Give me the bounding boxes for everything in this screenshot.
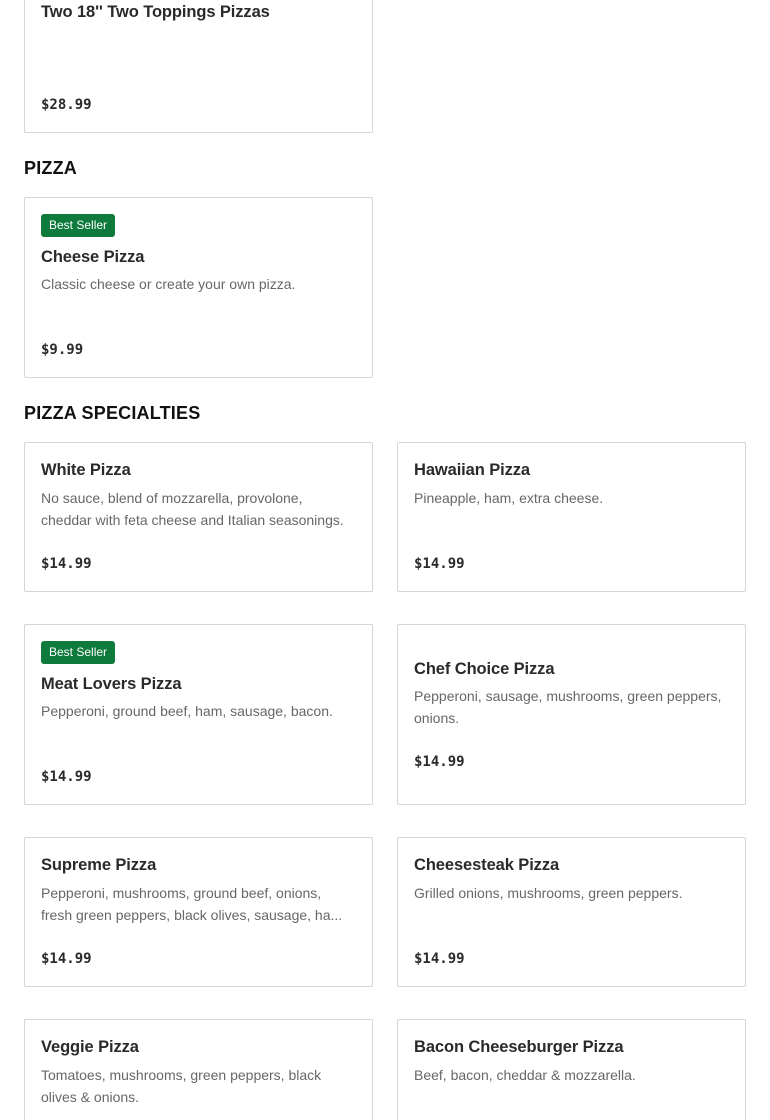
menu-item-description: No sauce, blend of mozzarella, provolone, cheddar with feta cheese and Italian seasonings. — [41, 490, 344, 528]
menu-item-card[interactable] — [24, 0, 373, 133]
section-heading-pizza-specialties: PIZZA SPECIALTIES — [24, 403, 201, 423]
menu-item-price: $9.99 — [41, 342, 84, 358]
menu-item-description: Beef, bacon, cheddar & mozzarella. — [414, 1067, 636, 1083]
menu-item-name: Cheesesteak Pizza — [414, 856, 560, 874]
menu-item-name: Meat Lovers Pizza — [41, 675, 182, 693]
menu-item-name: Chef Choice Pizza — [414, 660, 555, 678]
menu-item-name: Veggie Pizza — [41, 1038, 139, 1056]
menu-item-price: $14.99 — [41, 556, 92, 572]
menu-item-name: Cheese Pizza — [41, 248, 145, 266]
menu-item-name: Supreme Pizza — [41, 856, 157, 874]
menu-item-price: $14.99 — [414, 556, 465, 572]
menu-item-card[interactable] — [397, 1019, 746, 1120]
menu-item-price: $14.99 — [414, 951, 465, 967]
menu-item-card[interactable] — [24, 197, 373, 378]
menu-item-description: Grilled onions, mushrooms, green peppers. — [414, 885, 683, 901]
menu-item-card[interactable] — [24, 442, 373, 592]
menu-item-card[interactable] — [24, 1019, 373, 1120]
menu-item-description: Pepperoni, mushrooms, ground beef, onions, fresh green peppers, black olives, sausage, ha... — [41, 885, 343, 923]
menu-item-card[interactable] — [24, 837, 373, 987]
menu-item-name: Bacon Cheeseburger Pizza — [414, 1038, 624, 1056]
menu-item-name: White Pizza — [41, 461, 131, 479]
menu-item-card[interactable] — [397, 624, 746, 805]
best-seller-badge: Best Seller — [41, 641, 115, 664]
menu-item-card[interactable] — [24, 624, 373, 805]
menu-item-description: Pepperoni, ground beef, ham, sausage, bacon. — [41, 703, 333, 719]
menu-item-price: $28.99 — [41, 97, 92, 113]
menu-item-card[interactable] — [397, 837, 746, 987]
menu-item-description: Tomatoes, mushrooms, green peppers, black olives & onions. — [41, 1067, 322, 1105]
best-seller-badge: Best Seller — [41, 214, 115, 237]
menu-item-name: Hawaiian Pizza — [414, 461, 530, 479]
menu-item-description: Pineapple, ham, extra cheese. — [414, 490, 604, 506]
section-heading-pizza: PIZZA — [24, 158, 77, 178]
menu-item-price: $14.99 — [41, 769, 92, 785]
menu-item-description: Pepperoni, sausage, mushrooms, green peppers, onions. — [414, 688, 722, 726]
menu-item-description: Classic cheese or create your own pizza. — [41, 276, 296, 292]
menu-item-card[interactable] — [397, 442, 746, 592]
menu-item-price: $14.99 — [414, 754, 465, 770]
menu-item-price: $14.99 — [41, 951, 92, 967]
menu-item-name: Two 18'' Two Toppings Pizzas — [41, 3, 270, 21]
